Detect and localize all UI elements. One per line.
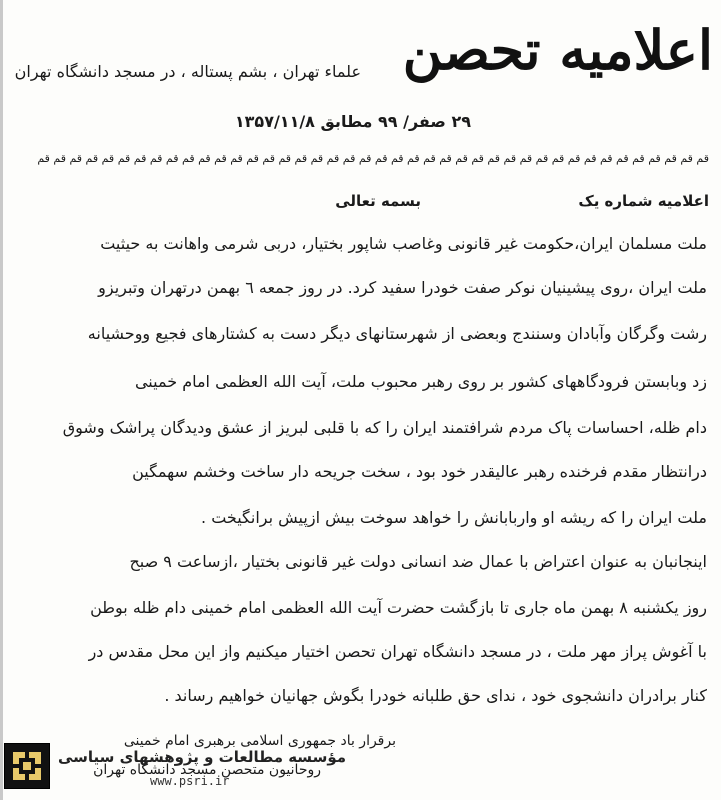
notice-number: اعلامیه شماره یک <box>578 192 709 210</box>
body-line: زد وبابستن فرودگاههای کشور بر روی رهبر محبوب ملت، آیت الله العظمی امام خمینی <box>134 372 707 391</box>
body-line: ملت ایران ،روی پیشینیان نوکر صفت خودرا سفید کرد. در روز جمعه ٦ بهمن درتهران وتبریزو <box>98 278 707 297</box>
document-title: اعلامیه تحصن <box>402 18 713 82</box>
website-link[interactable]: www.psri.ir <box>150 774 230 788</box>
basmala: بسمه تعالی <box>335 192 421 210</box>
date-line: ۲۹ صفر/ ۹۹ مطابق ۱۳۵۷/۱۱/۸ <box>234 112 471 131</box>
institute-name: مؤسسه مطالعات و پژوهشهای سیاسی <box>58 748 347 766</box>
body-line: روز یکشنبه ۸ بهمن ماه جاری تا بازگشت حضرت آیت الله العظمی امام خمینی دام ظله بوطن <box>90 598 707 617</box>
body-line: ملت ایران را که ریشه او واربابانش را خواهد سوخت بیش ازپیش برانگیخت . <box>201 508 707 527</box>
body-line: کنار برادران دانشجوی خود ، ندای حق طلبانه خودرا بگوش جهانیان خواهیم رساند . <box>164 686 707 705</box>
body-line: با آغوش پراز مهر ملت ، در مسجد دانشگاه تهران تحصن اختیار میکنیم واز این محل مقدس در <box>88 642 707 661</box>
signature: روحانیون متحصن مسجد دانشگاه تهران <box>93 762 321 778</box>
separator-line: قم قم قم قم قم قم قم قم قم قم قم قم قم قم قم قم قم قم قم قم قم قم قم قم قم قم قم قم قم قم قم قم قم قم قم قم قم قم قم قم قم قم <box>37 152 709 165</box>
signoff: برقرار باد جمهوری اسلامی برهبری امام خمینی <box>123 733 396 749</box>
body-line: اینجانبان به عنوان اعتراض با عمال ضد انسانی دولت غیر قانونی بختیار ،ازساعت ۹ صبح <box>129 552 707 571</box>
body-line: درانتظار مقدم فرخنده رهبر عالیقدر خود بود ، سخت جریحه دار ساخت وخشم سهمگین <box>132 462 707 481</box>
body-line: دام ظله، احساسات پاک مردم شرافتمند ایران را که با قلبی لبریز از عشق ودیدگان پراشک وشوق <box>62 418 707 437</box>
body-line: رشت وگرگان وآبادان وسنندج وبعضی از شهرستانهای دیگر دست به کشتارهای فجیع ووحشیانه <box>87 324 707 343</box>
header-line: علماء تهران ، بشم پستاله ، در مسجد دانشگاه تهران <box>14 62 361 81</box>
psri-logo-icon <box>4 743 50 789</box>
scan-edge <box>0 0 3 800</box>
body-line: ملت مسلمان ایران،حکومت غیر قانونی وغاصب شاپور بختیار، دربی شرمی واهانت به حیثیت <box>100 234 707 253</box>
psri-logo-icon <box>5 744 49 788</box>
